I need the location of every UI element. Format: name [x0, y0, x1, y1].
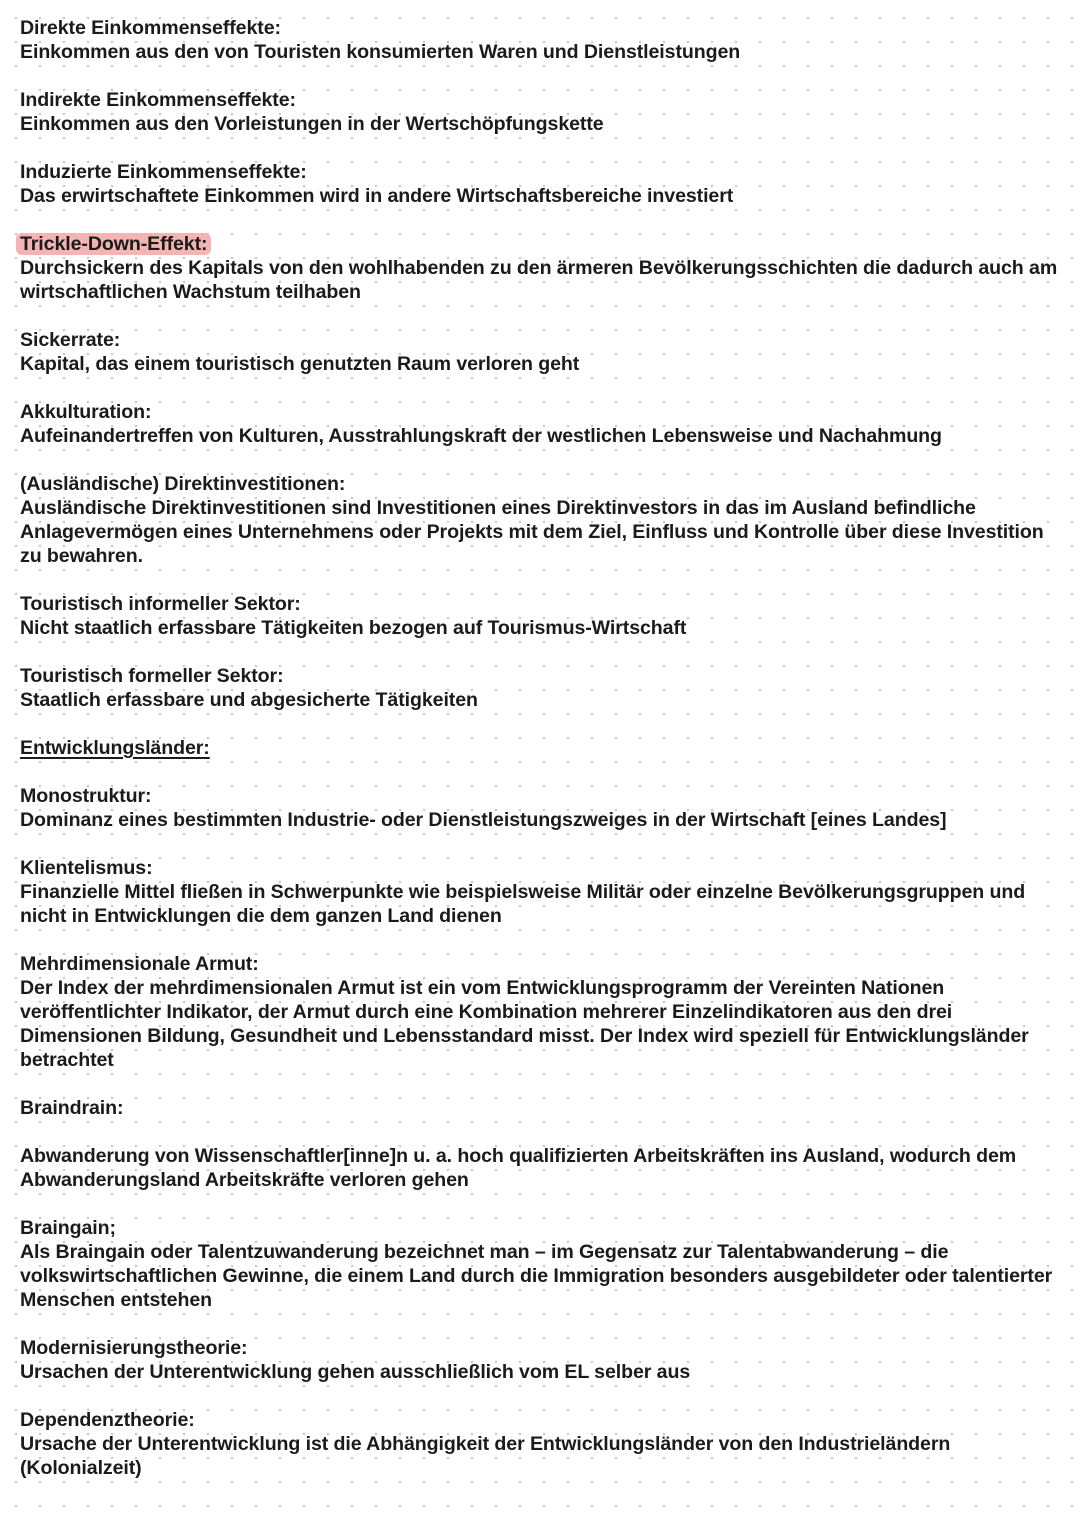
definition: Einkommen aus den von Touristen konsumierten Waren und Dienstleistungen — [20, 41, 741, 63]
term: Modernisierungstheorie: — [20, 1337, 248, 1359]
term: Braindrain: — [20, 1097, 124, 1119]
entry-dependenztheorie — [20, 1408, 1060, 1480]
definition: Durchsickern des Kapitals von den wohlhabenden zu den ärmeren Bevölkerungsschichten die dadurch auch am wirtschaftlichen Wachstum teilhaben — [20, 257, 1058, 303]
entry-trickle-down-effekt — [20, 232, 1060, 304]
entry-informeller-sektor — [20, 592, 1060, 640]
term: Direkte Einkommenseffekte: — [20, 17, 281, 39]
definition: Staatlich erfassbare und abgesicherte Tätigkeiten — [20, 689, 478, 711]
definition: Der Index der mehrdimensionalen Armut ist ein vom Entwicklungsprogramm der Vereinten Nationen veröffentlichter Indikator, der Armut durch eine Kombination mehrerer Einzelindikatoren aus den drei Dimensionen Bildung, Gesundheit und Lebensstandard misst. Der Index wird speziell für Entwicklungsländer betrachtet — [20, 977, 1029, 1071]
highlighted-term: Trickle-Down-Effekt: — [16, 233, 211, 255]
definition: Ursache der Unterentwicklung ist die Abhängigkeit der Entwicklungsländer von den Industrieländern (Kolonialzeit) — [20, 1433, 951, 1479]
definition: Ursachen der Unterentwicklung gehen ausschließlich vom EL selber aus — [20, 1361, 691, 1383]
definition: Als Braingain oder Talentzuwanderung bezeichnet man – im Gegensatz zur Talentabwanderung – die volkswirtschaftlichen Gewinne, die einem Land durch die Immigration besonders ausgebildeter oder talentierter Menschen entstehen — [20, 1241, 1053, 1311]
entry-braindrain — [20, 1096, 1060, 1192]
term: Indirekte Einkommenseffekte: — [20, 89, 296, 111]
entry-indirekte-einkommenseffekte — [20, 88, 1060, 136]
term: Monostruktur: — [20, 785, 152, 807]
section-heading: Entwicklungsländer: — [20, 737, 210, 759]
definition: Kapital, das einem touristisch genutzten Raum verloren geht — [20, 353, 580, 375]
entry-mehrdimensionale-armut — [20, 952, 1060, 1072]
term: Klientelismus: — [20, 857, 153, 879]
term: Touristisch informeller Sektor: — [20, 593, 301, 615]
term: Induzierte Einkommenseffekte: — [20, 161, 307, 183]
entry-akkulturation — [20, 400, 1060, 448]
definition: Ausländische Direktinvestitionen sind Investitionen eines Direktinvestors in das im Ausland befindliche Anlagevermögen eines Unternehmens oder Projekts mit dem Ziel, Einfluss und Kontrolle über diese Investition zu bewahren. — [20, 497, 1044, 567]
section-heading-entwicklungslaender — [20, 736, 1060, 760]
entry-induzierte-einkommenseffekte — [20, 160, 1060, 208]
definition: Das erwirtschaftete Einkommen wird in andere Wirtschaftsbereiche investiert — [20, 185, 734, 207]
definition: Aufeinandertreffen von Kulturen, Ausstrahlungskraft der westlichen Lebensweise und Nachahmung — [20, 425, 942, 447]
entry-sickerrate — [20, 328, 1060, 376]
entry-modernisierungstheorie — [20, 1336, 1060, 1384]
term: Dependenztheorie: — [20, 1409, 195, 1431]
term: Sickerrate: — [20, 329, 121, 351]
definition: Nicht staatlich erfassbare Tätigkeiten bezogen auf Tourismus-Wirtschaft — [20, 617, 687, 639]
entry-monostruktur — [20, 784, 1060, 832]
entry-formeller-sektor — [20, 664, 1060, 712]
definition: Abwanderung von Wissenschaftler[inne]n u. a. hoch qualifizierten Arbeitskräften ins Ausland, wodurch dem Abwanderungsland Arbeitskräfte verloren gehen — [20, 1145, 1017, 1191]
definition: Dominanz eines bestimmten Industrie- oder Dienstleistungszweiges in der Wirtschaft [eines Landes] — [20, 809, 947, 831]
term: Akkulturation: — [20, 401, 152, 423]
term: Mehrdimensionale Armut: — [20, 953, 259, 975]
term: Touristisch formeller Sektor: — [20, 665, 284, 687]
entry-klientelismus — [20, 856, 1060, 928]
entry-direktinvestitionen — [20, 472, 1060, 568]
term: (Ausländische) Direktinvestitionen: — [20, 473, 346, 495]
definition: Finanzielle Mittel fließen in Schwerpunkte wie beispielsweise Militär oder einzelne Bevölkerungsgruppen und nicht in Entwicklungen die dem ganzen Land dienen — [20, 881, 1026, 927]
entry-direkte-einkommenseffekte — [20, 16, 1060, 64]
entry-braingain — [20, 1216, 1060, 1312]
definition: Einkommen aus den Vorleistungen in der Wertschöpfungskette — [20, 113, 604, 135]
term: Braingain; — [20, 1217, 116, 1239]
